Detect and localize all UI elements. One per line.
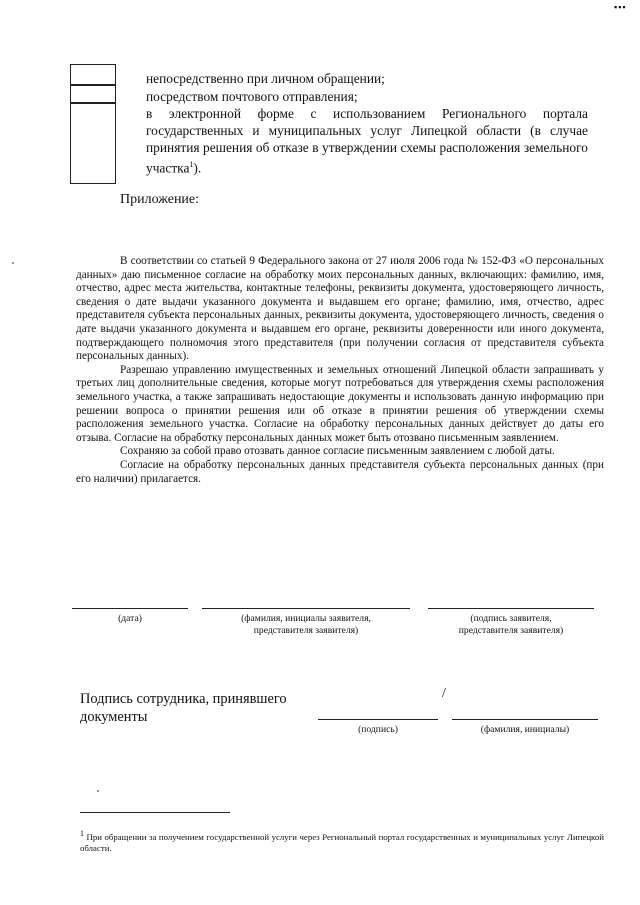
scan-speck xyxy=(12,262,14,264)
staff-signature-line[interactable] xyxy=(318,719,438,720)
signature-slash: / xyxy=(442,686,446,701)
checkbox-electronic[interactable] xyxy=(70,102,116,184)
applicant-name-caption-line1: (фамилия, инициалы заявителя, xyxy=(241,613,371,624)
checkbox-in-person[interactable] xyxy=(70,64,116,86)
footnote-text: При обращении за получением государственной услуги через Региональный портал государственных и муниципальных услуг Липецкой области. xyxy=(80,831,604,854)
checkbox-by-mail[interactable] xyxy=(70,84,116,104)
footnote-mark: 1 xyxy=(80,829,84,838)
consent-paragraph: Сохраняю за собой право отозвать данное согласие письменным заявлением с любой даты. xyxy=(120,445,555,458)
option-electronic-tail: ). xyxy=(193,160,202,176)
corner-mark: ▪▪▪ xyxy=(614,2,627,12)
footnote-ref: 1 xyxy=(189,160,194,169)
option-electronic-label xyxy=(146,105,588,176)
applicant-signature-caption-line2: представителя заявителя) xyxy=(458,625,564,636)
staff-signature-label: Подпись сотрудника, принявшего документы xyxy=(80,691,287,725)
scan-speck xyxy=(97,790,99,792)
applicant-signature-caption-line1: (подпись заявителя, xyxy=(470,613,552,624)
staff-name-caption: (фамилия, инициалы) xyxy=(480,724,570,735)
applicant-name-line[interactable] xyxy=(202,608,410,609)
attachment-label: Приложение: xyxy=(120,192,200,207)
staff-name-line[interactable] xyxy=(452,719,598,720)
date-line[interactable] xyxy=(72,608,188,609)
applicant-name-caption xyxy=(202,613,410,637)
option-in-person-label: непосредственно при личном обращении; xyxy=(146,71,385,86)
date-caption: (дата) xyxy=(118,613,142,624)
applicant-signature-caption xyxy=(428,613,594,637)
footnote-separator xyxy=(80,812,230,813)
applicant-name-caption-line2: представителя заявителя) xyxy=(253,625,359,636)
option-electronic-text: в электронной форме с использованием Регионального портала государственных и муниципальных услуг Липецкой области (в случае принятия решения об отказе в утверждении схемы расположения земельного участка xyxy=(146,106,588,176)
consent-paragraph: В соответствии со статьей 9 Федерального закона от 27 июля 2006 года № 152-ФЗ «О персональных данных» даю письменное согласие на обработку моих персональных данных, включающих: фамилию, имя, отчество, адрес места жительства, контактные телефоны, реквизиты документа, удостоверяющего личность, сведения о дате выдачи указанного документа и выдавшем его органе; фамилию, имя, отчество, адрес представителя субъекта персональных данных, реквизиты документа, удостоверяющего личность, сведения о дате выдачи указанного документа и выдавшем его органе, реквизиты доверенности или иного документа, подтверждающего полномочия этого представителя (при получении согласия от представителя субъекта персональных данных). xyxy=(76,255,604,363)
consent-paragraph: Разрешаю управлению имущественных и земельных отношений Липецкой области запрашивать у третьих лиц дополнительные сведения, которые могут потребоваться для утверждения схемы расположения земельного участка, а также запрашивать недостающие документы и использовать данную информацию при решении вопроса о принятии решения или об отказе в принятии решения об утверждении схемы расположения земельного участка. Согласие на обработку персональных данных действует до даты его отзыва. Согласие на обработку персональных данных может быть отозвано письменным заявлением. xyxy=(76,363,604,444)
footnote xyxy=(80,828,604,855)
staff-signature-caption: (подпись) xyxy=(358,724,398,735)
option-by-mail-label: посредством почтового отправления; xyxy=(146,89,358,104)
consent-paragraph: Согласие на обработку персональных данных представителя субъекта персональных данных (при его наличии) прилагается. xyxy=(76,458,604,485)
consent-text xyxy=(76,255,604,486)
applicant-signature-line[interactable] xyxy=(428,608,594,609)
